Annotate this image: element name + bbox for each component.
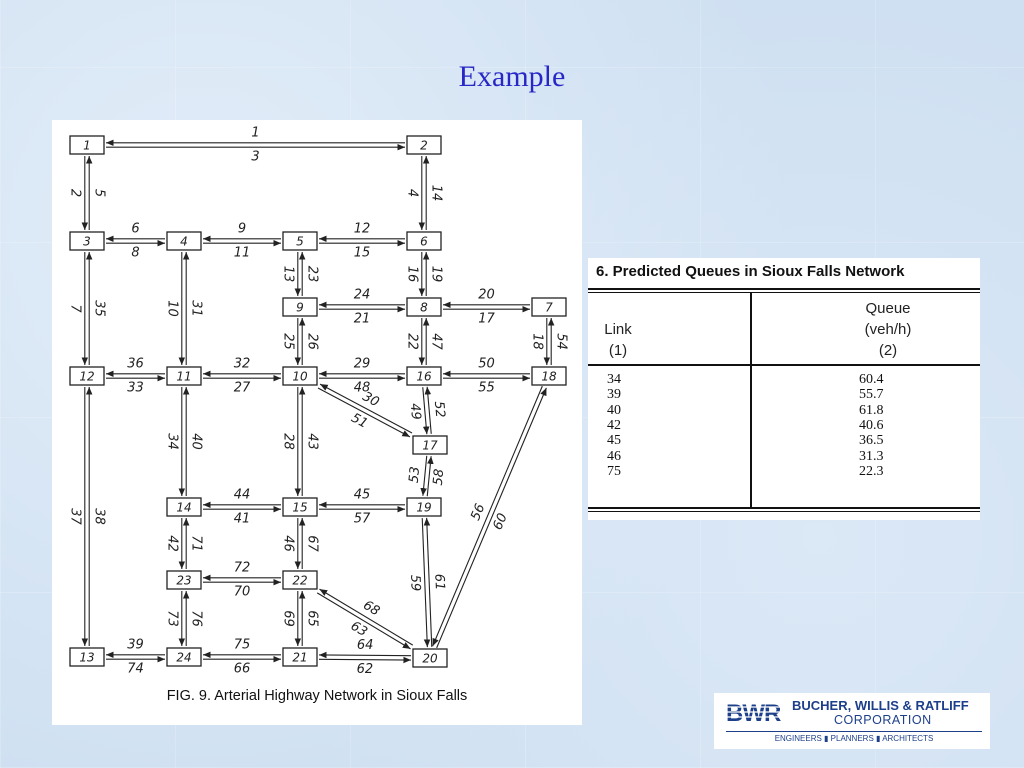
link-label: 76	[188, 610, 204, 627]
node-label: 12	[79, 369, 95, 384]
node-label: 15	[292, 500, 308, 515]
link-14-15	[203, 487, 281, 526]
link-label: 6	[131, 221, 140, 237]
link-23-22	[203, 560, 281, 599]
node-label: 22	[292, 573, 308, 588]
link-label: 1	[251, 125, 260, 141]
link-label: 41	[233, 511, 251, 527]
link-label: 47	[428, 333, 444, 350]
link-8-16	[404, 318, 443, 365]
table-title: 6. Predicted Queues in Sioux Falls Network	[596, 263, 905, 280]
row-queue: 61.8	[859, 402, 884, 418]
link-label: 18	[529, 333, 545, 350]
link-label: 16	[404, 265, 420, 283]
row-link: 75	[607, 463, 621, 479]
link-22-21	[280, 591, 319, 646]
link-label: 28	[280, 433, 296, 450]
link-label: 23	[304, 265, 320, 283]
figure-caption: FIG. 9. Arterial Highway Network in Sioux Falls	[166, 688, 468, 704]
link-label: 62	[356, 662, 374, 678]
company-tagline: ENGINEERS ▮ PLANNERS ▮ ARCHITECTS	[774, 734, 934, 743]
logo-divider	[726, 731, 982, 732]
link-label: 56	[468, 501, 489, 523]
link-13-24	[106, 637, 165, 676]
link-17-19	[407, 456, 448, 496]
link-23-24	[164, 591, 203, 646]
link-label: 68	[360, 597, 383, 620]
row-queue: 55.7	[859, 387, 884, 403]
row-link: 34	[607, 372, 621, 387]
link-label: 66	[233, 661, 251, 677]
svg-text:BWR: BWR	[726, 700, 781, 725]
link-label: 61	[431, 573, 447, 591]
link-4-5	[203, 221, 281, 260]
table-top-rule	[588, 288, 980, 290]
node-18	[532, 367, 566, 385]
link-label: 10	[164, 300, 180, 317]
link-label: 69	[280, 610, 296, 627]
row-link: 42	[607, 417, 621, 433]
link-11-14	[164, 387, 203, 496]
link-label: 25	[280, 333, 296, 350]
table-header-rule	[588, 364, 980, 366]
row-link: 46	[607, 448, 621, 464]
row-link: 40	[607, 402, 621, 418]
link-7-18	[529, 318, 568, 365]
link-label: 3	[251, 149, 260, 165]
link-label: 2	[67, 188, 83, 198]
table-bottom-rule-thin	[588, 511, 980, 512]
link-label: 31	[188, 300, 204, 317]
link-label: 75	[233, 637, 251, 653]
link-10-16	[319, 356, 405, 395]
node-3	[70, 232, 104, 250]
link-label: 74	[127, 661, 144, 677]
row-queue: 60.4	[859, 372, 884, 387]
link-label: 70	[233, 584, 251, 600]
network-figure	[52, 120, 582, 725]
link-label: 64	[356, 637, 374, 653]
nodes-layer	[70, 136, 566, 667]
link-label: 15	[353, 245, 371, 261]
company-logo	[714, 693, 990, 749]
node-5	[283, 232, 317, 250]
link-3-12	[67, 252, 106, 365]
node-label: 13	[79, 650, 95, 665]
link-label: 30	[359, 389, 382, 411]
node-7	[532, 298, 566, 316]
link-9-10	[280, 318, 319, 365]
link-label: 34	[164, 433, 180, 450]
link-label: 48	[353, 380, 371, 396]
col2-header-line2: (veh/h)	[864, 321, 912, 338]
link-label: 26	[304, 333, 320, 350]
node-label: 6	[420, 234, 428, 249]
slide-title: Example	[458, 60, 566, 93]
link-11-10	[203, 356, 281, 395]
node-label: 14	[176, 500, 192, 515]
link-1-3	[67, 156, 106, 230]
node-6	[407, 232, 441, 250]
row-queue: 31.3	[859, 448, 884, 464]
link-label: 39	[127, 637, 144, 653]
link-16-17	[407, 387, 447, 434]
table-top-rule-thin	[588, 292, 980, 293]
link-label: 43	[304, 433, 320, 450]
link-label: 29	[353, 356, 371, 372]
node-label: 3	[83, 234, 91, 249]
row-queue: 40.6	[859, 417, 884, 433]
link-label: 46	[280, 535, 296, 552]
link-label: 17	[478, 311, 495, 327]
link-2-6	[404, 156, 443, 230]
link-label: 60	[490, 511, 511, 533]
link-label: 14	[428, 184, 444, 202]
link-label: 67	[304, 535, 320, 552]
link-label: 44	[233, 487, 251, 503]
link-label: 53	[406, 465, 424, 484]
col2-header-line3: (2)	[878, 342, 898, 359]
node-2	[407, 136, 441, 154]
link-label: 40	[188, 433, 204, 450]
company-name: BUCHER, WILLIS & RATLIFF	[792, 698, 969, 713]
row-link: 45	[607, 433, 621, 449]
link-10-15	[280, 387, 319, 496]
node-8	[407, 298, 441, 316]
link-label: 20	[478, 287, 495, 303]
node-10	[283, 367, 317, 385]
node-label: 17	[422, 438, 438, 453]
link-label: 32	[233, 356, 251, 372]
link-label: 19	[428, 265, 444, 283]
link-label: 50	[478, 356, 495, 372]
links-layer	[67, 125, 568, 677]
link-10-17	[318, 384, 412, 437]
link-label: 33	[127, 380, 144, 396]
link-15-19	[319, 487, 405, 526]
link-label: 7	[67, 304, 83, 313]
node-13	[70, 648, 104, 666]
node-label: 4	[180, 234, 188, 249]
node-label: 2	[420, 138, 428, 153]
node-15	[283, 498, 317, 516]
bwr-logo-mark	[726, 699, 786, 725]
column-divider	[750, 292, 752, 508]
node-17	[413, 436, 447, 454]
link-label: 65	[304, 610, 320, 627]
link-9-8	[319, 287, 405, 326]
link-label: 27	[233, 380, 251, 396]
node-14	[167, 498, 201, 516]
node-label: 8	[420, 300, 428, 315]
node-24	[167, 648, 201, 666]
company-corporation: CORPORATION	[834, 713, 932, 727]
col2-header-line1: Queue	[865, 300, 911, 317]
link-1-2	[106, 125, 405, 164]
link-label: 57	[353, 511, 371, 527]
link-4-11	[164, 252, 203, 365]
link-label: 9	[237, 221, 247, 237]
link-12-11	[106, 356, 165, 395]
link-12-13	[67, 387, 106, 646]
link-16-18	[443, 356, 530, 395]
link-label: 24	[353, 287, 371, 303]
link-label: 54	[553, 333, 569, 350]
link-label: 42	[164, 535, 180, 552]
node-label: 5	[296, 234, 304, 249]
node-label: 21	[292, 650, 308, 665]
col1-header-line2: (1)	[608, 342, 628, 359]
link-label: 58	[430, 468, 448, 487]
link-5-6	[319, 221, 405, 260]
link-label: 49	[406, 402, 424, 421]
node-23	[167, 571, 201, 589]
link-6-8	[404, 252, 443, 296]
link-label: 52	[430, 400, 448, 419]
network-diagram	[52, 120, 582, 725]
node-22	[283, 571, 317, 589]
node-20	[413, 649, 447, 667]
node-9	[283, 298, 317, 316]
node-label: 9	[296, 300, 304, 315]
link-label: 71	[188, 535, 204, 552]
link-label: 13	[280, 265, 296, 283]
node-label: 18	[541, 369, 557, 384]
node-label: 11	[176, 369, 192, 384]
link-label: 59	[407, 574, 423, 592]
node-4	[167, 232, 201, 250]
link-5-9	[280, 252, 319, 296]
node-label: 23	[176, 573, 192, 588]
link-label: 72	[233, 560, 251, 576]
node-16	[407, 367, 441, 385]
node-label: 19	[416, 500, 432, 515]
link-label: 55	[478, 380, 495, 396]
node-label: 24	[176, 650, 192, 665]
link-21-20	[319, 638, 411, 677]
link-label: 12	[353, 221, 371, 237]
table-bottom-rule	[588, 507, 980, 509]
link-3-4	[106, 221, 165, 260]
link-label: 36	[127, 356, 144, 372]
link-label: 51	[348, 410, 371, 432]
link-14-23	[164, 518, 203, 569]
row-link: 39	[607, 387, 621, 403]
link-label: 37	[67, 508, 83, 525]
col1-header-line1: Link	[604, 321, 632, 338]
link-label: 8	[131, 245, 140, 261]
link-label: 63	[347, 618, 370, 641]
node-12	[70, 367, 104, 385]
queue-table	[588, 258, 980, 520]
node-21	[283, 648, 317, 666]
link-label: 5	[91, 188, 107, 198]
node-19	[407, 498, 441, 516]
link-8-7	[443, 287, 530, 326]
link-label: 35	[91, 300, 107, 317]
node-label: 16	[416, 369, 432, 384]
link-label: 21	[353, 311, 371, 327]
node-1	[70, 136, 104, 154]
link-label: 4	[404, 188, 420, 198]
link-label: 38	[91, 508, 107, 525]
link-label: 22	[404, 333, 420, 350]
node-label: 10	[292, 369, 308, 384]
link-24-21	[203, 637, 281, 676]
link-label: 73	[164, 610, 180, 627]
row-queue: 22.3	[859, 463, 884, 479]
node-label: 1	[83, 138, 91, 153]
node-label: 20	[422, 651, 438, 666]
link-label: 11	[233, 245, 251, 261]
node-label: 7	[545, 300, 553, 315]
row-queue: 36.5	[859, 433, 884, 449]
node-11	[167, 367, 201, 385]
link-label: 45	[353, 487, 371, 503]
link-15-22	[280, 518, 319, 569]
